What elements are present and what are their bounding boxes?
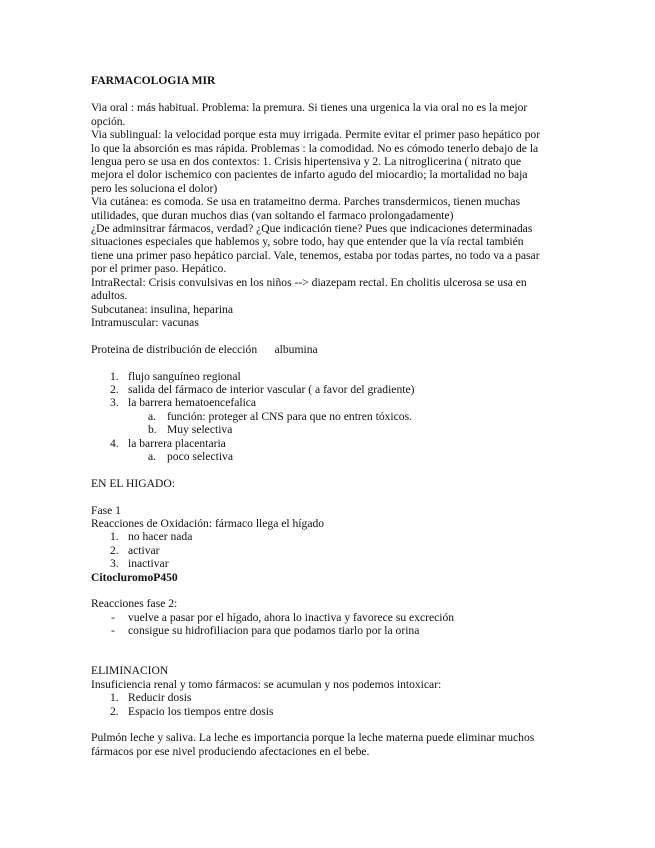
route-cutaneous: Via cutánea: es comoda. Se usa en tratameitno derma. Parches transdermicos, tienen muchas utilidades, que duran muchos dias (van soltando el farmaco prolongadamente) xyxy=(91,195,521,222)
protein-value: albumina xyxy=(274,342,318,356)
route-oral: Via oral : más habitual. Problema: la premura. Si tienes una urgenica la via oral no es la mejor opción. xyxy=(91,101,528,128)
sub-list-item: a. poco selectiva xyxy=(148,449,233,463)
route-subcutaneous: Subcutanea: insulina, heparina xyxy=(91,302,233,316)
enzyme-label: CitocluromoP450 xyxy=(91,570,178,584)
document-page xyxy=(91,74,546,758)
list-item: 4. la barrera placentaria xyxy=(110,436,226,450)
phase2-list xyxy=(91,611,546,638)
elimination-list xyxy=(91,691,546,718)
phase1-list xyxy=(91,530,546,570)
list-item: 1. Reducir dosis xyxy=(110,691,192,705)
list-item: 2. Espacio los tiempos entre dosis xyxy=(110,704,274,718)
list-item: 2. activar xyxy=(110,543,160,557)
distribution-list xyxy=(91,370,546,464)
sub-list-item: b. Muy selectiva xyxy=(148,423,233,437)
list-item: 1. no hacer nada xyxy=(110,530,193,544)
route-sublingual: Via sublingual: la velocidad porque esta muy irrigada. Permite evitar el primer paso hepático por lo que la absorción es mas rápida. Problemas : la comodidad. No es cómodo tenerlo debajo de la lengua pero se usa en dos contextos: 1. Crisis hipertensiva y 2. La nitroglicerina ( nitrato que mejora el dolor ischemico con pacientes de infarto agudo del miocardio; la mortalidad no baja pero les soluciona el dolor) xyxy=(91,128,541,195)
phase1-intro: Reacciones de Oxidación: fármaco llega el hígado xyxy=(91,516,325,530)
administration-routes xyxy=(91,101,546,329)
closing-paragraph: Pulmón leche y saliva. La leche es importancia porque la leche materna puede eliminar muchos fármacos por ese nivel produciendo afectaciones en el bebe. xyxy=(91,731,535,758)
list-item: 1. flujo sanguíneo regional xyxy=(110,369,241,383)
list-item: - vuelve a pasar por el hígado, ahora lo inactiva y favorece su excreción xyxy=(111,610,455,624)
elimination-title: ELIMINACION xyxy=(91,664,169,678)
sub-list-item: a. función: proteger al CNS para que no entren tóxicos. xyxy=(148,409,413,423)
route-intramuscular: Intramuscular: vacunas xyxy=(91,315,199,329)
list-item: 2. salida del fármaco de interior vascular ( a favor del gradiente) xyxy=(110,382,415,396)
list-item: 3. la barrera hematoencefalica xyxy=(110,396,257,410)
elimination-intro: Insuficiencia renal y tomo fármacos: se acumulan y nos podemos intoxicar: xyxy=(91,677,442,691)
liver-heading: EN EL HIGADO: xyxy=(91,476,175,490)
phase2-title: Reacciones fase 2: xyxy=(91,597,178,611)
list-item: - consigue su hidrofiliacion para que podamos tiarlo por la orina xyxy=(111,624,420,638)
document-title: FARMACOLOGIA MIR xyxy=(91,74,216,87)
list-item: 3. inactivar xyxy=(110,557,169,571)
route-rectal-note: ¿De adminsitrar fármacos, verdad? ¿Que indicación tiene? Pues que indicaciones determinadas situaciones especiales que hablemos y, sobre todo, hay que entender que la vía rectal también tiene una primer paso hepático parcial. Vale, tenemos, estaba por todas partes, no todo va a pasar por el primer paso. Hepático. xyxy=(91,222,540,276)
protein-line xyxy=(91,343,546,356)
route-intrarectal: IntraRectal: Crisis convulsivas en los niños --> diazepam rectal. En cholitis ulcerosa se usa en adultos. xyxy=(91,275,527,303)
protein-label: Proteina de distribución de elección xyxy=(91,342,258,356)
phase1-title: Fase 1 xyxy=(91,503,121,517)
